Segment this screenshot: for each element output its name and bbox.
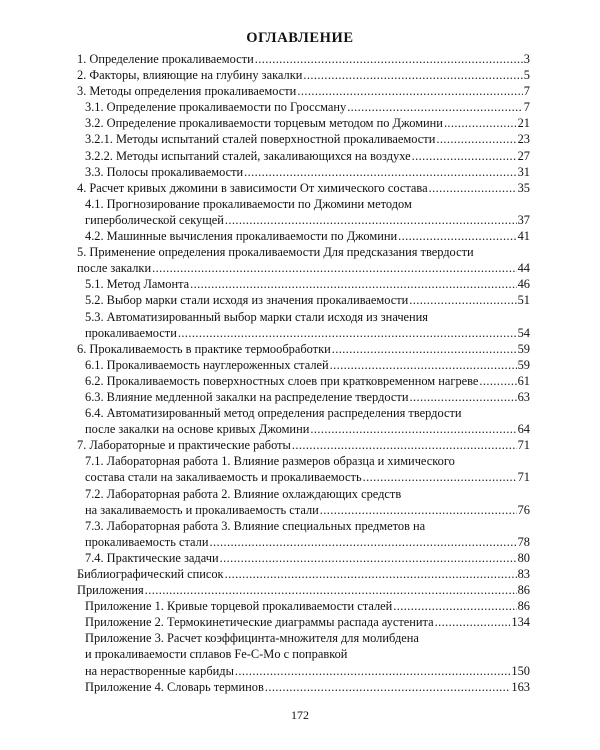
- dot-leader: [292, 437, 517, 453]
- toc-entry-page: 35: [517, 180, 530, 195]
- toc-entry: [77, 99, 530, 115]
- toc-entry-title: 3.2. Определение прокаливаемости торцевым методом по Джомини: [85, 116, 443, 131]
- dot-leader: [225, 566, 517, 582]
- dot-leader: [347, 99, 523, 115]
- dot-leader: [152, 260, 517, 276]
- toc-entry-page: 23: [517, 132, 530, 147]
- toc-entry-title: Приложение 2. Термокинетические диаграммы распада аустенита: [85, 615, 434, 630]
- toc-entry: [77, 51, 530, 67]
- toc-entry-page: 37: [517, 212, 530, 227]
- toc-entry-title: 6.2. Прокаливаемость поверхностных слоев при кратковременном нагреве: [85, 373, 479, 388]
- toc-entry-text-line: Приложение 3. Расчет коэффицинта-множителя для молибдена: [85, 631, 419, 646]
- toc-entry-title: 7. Лабораторные и практические работы: [77, 438, 291, 453]
- dot-leader: [398, 228, 517, 244]
- dot-leader: [409, 292, 516, 308]
- toc-entry-title: 1. Определение прокаливаемости: [77, 52, 254, 66]
- toc-entry-page: 71: [517, 438, 530, 453]
- toc-entry-title: после закалки на основе кривых Джомини: [85, 422, 310, 437]
- toc-entry-page: 163: [511, 679, 530, 694]
- toc-entry-title: 3.1. Определение прокаливаемости по Гроссману: [85, 100, 347, 115]
- page-number: 172: [291, 708, 309, 722]
- toc-entry-page: 80: [517, 550, 530, 565]
- toc-entry-page: 64: [517, 422, 530, 437]
- toc-entry: [77, 630, 530, 678]
- toc-entry: [77, 196, 530, 228]
- toc-entry: [77, 180, 530, 196]
- dot-leader: [255, 51, 523, 67]
- toc-entry: [77, 131, 530, 147]
- toc-entry-page: 59: [517, 341, 530, 356]
- toc-entry-title: состава стали на закаливаемость и прокаливаемость: [85, 470, 362, 485]
- dot-leader: [363, 469, 517, 485]
- toc-entry-title: 5.2. Выбор марки стали исходя из значения прокаливаемости: [85, 293, 409, 308]
- toc-entry-text-line: 6.4. Автоматизированный метод определения распределения твердости: [85, 406, 462, 421]
- toc-entry-title: 3.3. Полосы прокаливаемости: [85, 164, 244, 179]
- dot-leader: [444, 115, 517, 131]
- toc-entry: [77, 598, 530, 614]
- toc-entry-title: Приложение 4. Словарь терминов: [85, 679, 264, 694]
- toc-entry-page: 71: [517, 470, 530, 485]
- toc-entry: [77, 614, 530, 630]
- toc-entry-title: гиперболической секущей: [85, 212, 224, 227]
- toc-entry: [77, 276, 530, 292]
- toc-entry: [77, 309, 530, 341]
- toc-entry: [77, 373, 530, 389]
- toc-entry: [77, 550, 530, 566]
- toc-entry-text-line: 7.1. Лабораторная работа 1. Влияние размеров образца и химического: [85, 454, 455, 469]
- toc-entry-text-line: и прокаливаемости сплавов Fe-C-Mo с поправкой: [85, 647, 348, 662]
- toc-entry-title: на нерастворенные карбиды: [85, 663, 234, 678]
- toc-entry: [77, 679, 530, 695]
- dot-leader: [435, 614, 511, 630]
- toc-entry-page: 31: [517, 164, 530, 179]
- toc-entry-text-line: 7.3. Лабораторная работа 3. Влияние специальных предметов на: [85, 518, 426, 533]
- toc-entry-page: 83: [517, 567, 530, 581]
- dot-leader: [412, 148, 517, 164]
- toc-entry-page: 41: [517, 229, 530, 244]
- toc-entry-page: 3: [523, 52, 530, 66]
- toc-entry: [77, 405, 530, 437]
- toc-entry-page: 7: [523, 100, 530, 115]
- toc-entry-page: 59: [517, 357, 530, 372]
- toc-entry-page: 61: [517, 373, 530, 388]
- toc-entry-page: 5: [523, 68, 530, 83]
- dot-leader: [310, 421, 516, 437]
- toc-entry: [77, 486, 530, 518]
- page-title: ОГЛАВЛЕНИЕ: [246, 30, 354, 46]
- toc-entry-page: 150: [511, 663, 530, 678]
- toc-entry: [77, 115, 530, 131]
- dot-leader: [297, 83, 522, 99]
- toc-entry-page: 46: [517, 277, 530, 292]
- toc-entry-title: 7.4. Практические задачи: [85, 550, 219, 565]
- toc-entry-page: 21: [517, 116, 530, 131]
- dot-leader: [330, 357, 517, 373]
- toc-entry: [77, 67, 530, 83]
- toc-entry: [77, 437, 530, 453]
- toc-entry-page: 86: [517, 583, 530, 598]
- toc-entry-text-line: 7.2. Лабораторная работа 2. Влияние охлаждающих средств: [85, 486, 402, 501]
- dot-leader: [145, 582, 517, 598]
- toc-entry-title: на закаливаемость и прокаливаемость стали: [85, 502, 319, 517]
- toc-entry-page: 54: [517, 325, 530, 340]
- toc-entry: [77, 244, 530, 276]
- toc-entry-text-line: 5. Применение определения прокаливаемости Для предсказания твердости: [77, 245, 474, 260]
- dot-leader: [332, 341, 517, 357]
- toc-entry-title: прокаливаемости: [85, 325, 177, 340]
- toc-entry: [77, 389, 530, 405]
- dot-leader: [303, 67, 522, 83]
- dot-leader: [479, 373, 516, 389]
- dot-leader: [235, 663, 511, 679]
- dot-leader: [225, 212, 517, 228]
- toc-entry-title: Приложения: [77, 583, 144, 598]
- toc-entry: [77, 566, 530, 582]
- toc-entry: [77, 164, 530, 180]
- toc-entry: [77, 341, 530, 357]
- toc-entry-title: прокаливаемость стали: [85, 534, 209, 549]
- toc-entry-page: 27: [517, 148, 530, 163]
- toc-entry-page: 86: [517, 599, 530, 614]
- toc-entry: [77, 518, 530, 550]
- toc-entry-page: 51: [517, 293, 530, 308]
- toc-entry-page: 7: [523, 84, 530, 99]
- dot-leader: [265, 679, 511, 695]
- toc-entry: [77, 148, 530, 164]
- toc-entry-title: 6.3. Влияние медленной закалки на распределение твердости: [85, 389, 409, 404]
- toc-entry-title: 2. Факторы, влияющие на глубину закалки: [77, 68, 303, 83]
- toc-entry: [77, 582, 530, 598]
- dot-leader: [209, 534, 516, 550]
- dot-leader: [436, 131, 516, 147]
- toc-entry-page: 63: [517, 389, 530, 404]
- dot-leader: [220, 550, 517, 566]
- toc-entry-page: 78: [517, 534, 530, 549]
- toc-entry-title: 4.2. Машинные вычисления прокаливаемости по Джомини: [85, 229, 398, 244]
- toc-entry: [77, 83, 530, 99]
- dot-leader: [190, 276, 516, 292]
- toc-entry-title: 6.1. Прокаливаемость науглероженных сталей: [85, 357, 329, 372]
- table-of-contents: [77, 51, 530, 695]
- toc-entry-text-line: 4.1. Прогнозирование прокаливаемости по Джомини методом: [85, 196, 412, 211]
- toc-entry-title: после закалки: [77, 261, 152, 276]
- toc-entry: [77, 292, 530, 308]
- dot-leader: [320, 502, 517, 518]
- toc-entry-page: 44: [517, 261, 530, 276]
- toc-entry-title: 6. Прокаливаемость в практике термообработки: [77, 341, 331, 356]
- dot-leader: [429, 180, 517, 196]
- toc-entry-title: 4. Расчет кривых джомини в зависимости От химического состава: [77, 180, 428, 195]
- toc-entry-title: 5.1. Метод Ламонта: [85, 277, 190, 292]
- toc-entry-page: 134: [511, 615, 530, 630]
- toc-entry-title: Библиографический список: [77, 567, 224, 581]
- toc-entry-title: 3.2.2. Методы испытаний сталей, закаливающихся на воздухе: [85, 148, 411, 163]
- dot-leader: [178, 325, 517, 341]
- toc-entry: [77, 453, 530, 485]
- toc-entry-text-line: 5.3. Автоматизированный выбор марки стали исходя из значения: [85, 309, 429, 324]
- toc-entry-page: 76: [517, 502, 530, 517]
- dot-leader: [393, 598, 516, 614]
- dot-leader: [244, 164, 516, 180]
- toc-entry-title: 3. Методы определения прокаливаемости: [77, 84, 297, 99]
- toc-entry-title: Приложение 1. Кривые торцевой прокаливаемости сталей: [85, 599, 393, 614]
- toc-entry: [77, 357, 530, 373]
- toc-entry-title: 3.2.1. Методы испытаний сталей поверхностной прокаливаемости: [85, 132, 436, 147]
- dot-leader: [409, 389, 516, 405]
- toc-entry: [77, 228, 530, 244]
